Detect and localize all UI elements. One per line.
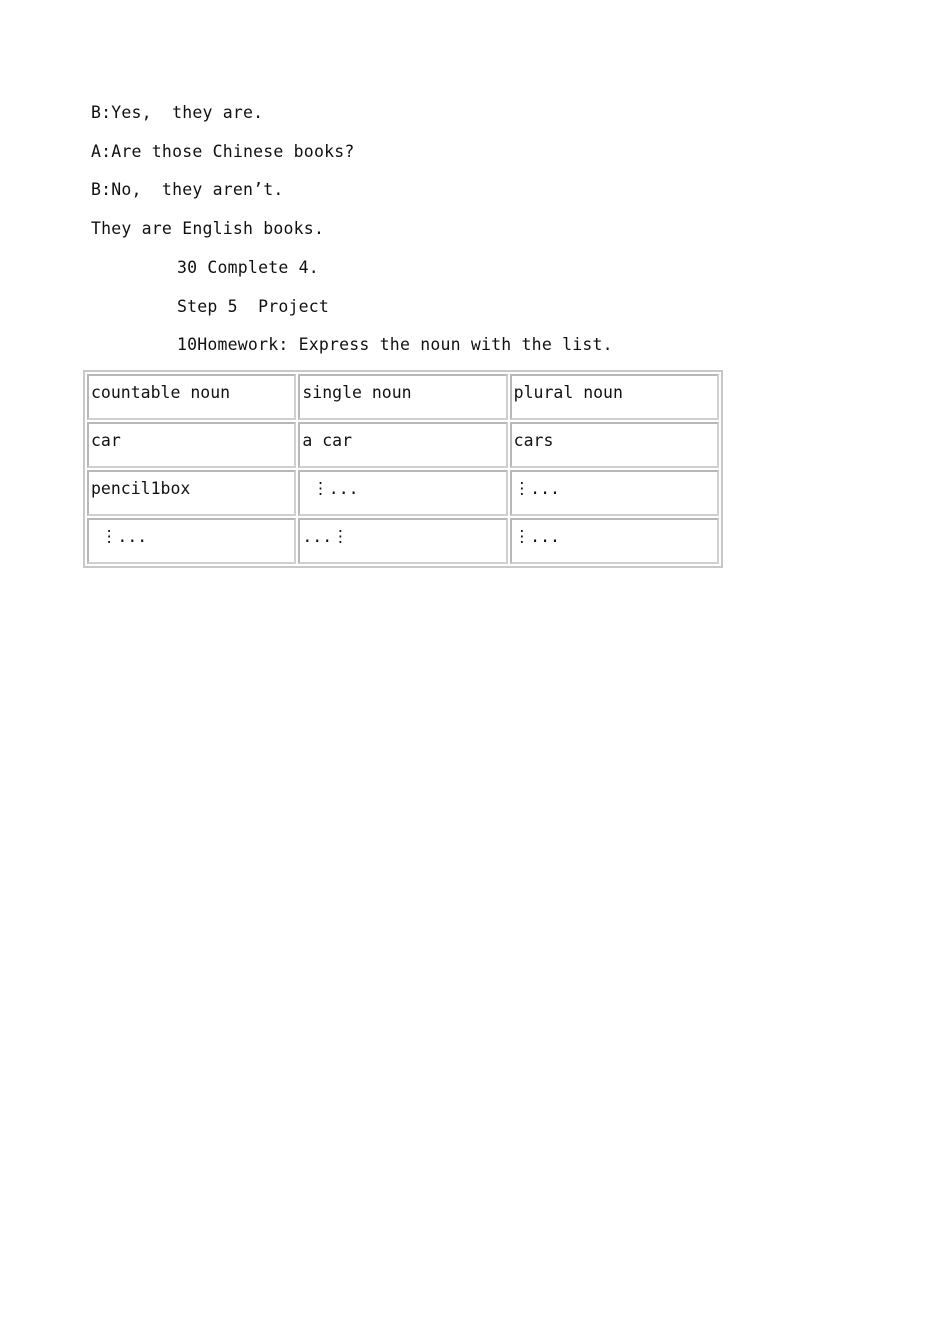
table-row xyxy=(87,470,719,516)
dialogue-line-2: A:Are those Chinese books? xyxy=(91,142,355,161)
table-row xyxy=(87,422,719,468)
dialogue-line-3: B:No, they aren’t. xyxy=(91,180,284,199)
noun-table xyxy=(83,370,723,568)
table-header-row xyxy=(87,374,719,420)
dialogue-line-1: B:Yes, they are. xyxy=(91,103,264,122)
table-cell: ⋮... xyxy=(298,470,507,516)
table-cell: pencil1box xyxy=(87,470,296,516)
table-cell: ...⋮ xyxy=(298,518,507,564)
step-complete: 30 Complete 4. xyxy=(177,258,319,277)
table-cell: a car xyxy=(298,422,507,468)
step-homework: 10Homework: Express the noun with the list. xyxy=(177,335,613,354)
dialogue-line-4: They are English books. xyxy=(91,219,325,238)
table-cell: plural noun xyxy=(510,374,719,420)
table-cell: car xyxy=(87,422,296,468)
step-project: Step 5 Project xyxy=(177,297,330,316)
table-row xyxy=(87,518,719,564)
table-cell: single noun xyxy=(298,374,507,420)
table-cell: ⋮... xyxy=(510,470,719,516)
table-cell: countable noun xyxy=(87,374,296,420)
table-cell: ⋮... xyxy=(510,518,719,564)
table-cell: cars xyxy=(510,422,719,468)
table-cell: ⋮... xyxy=(87,518,296,564)
